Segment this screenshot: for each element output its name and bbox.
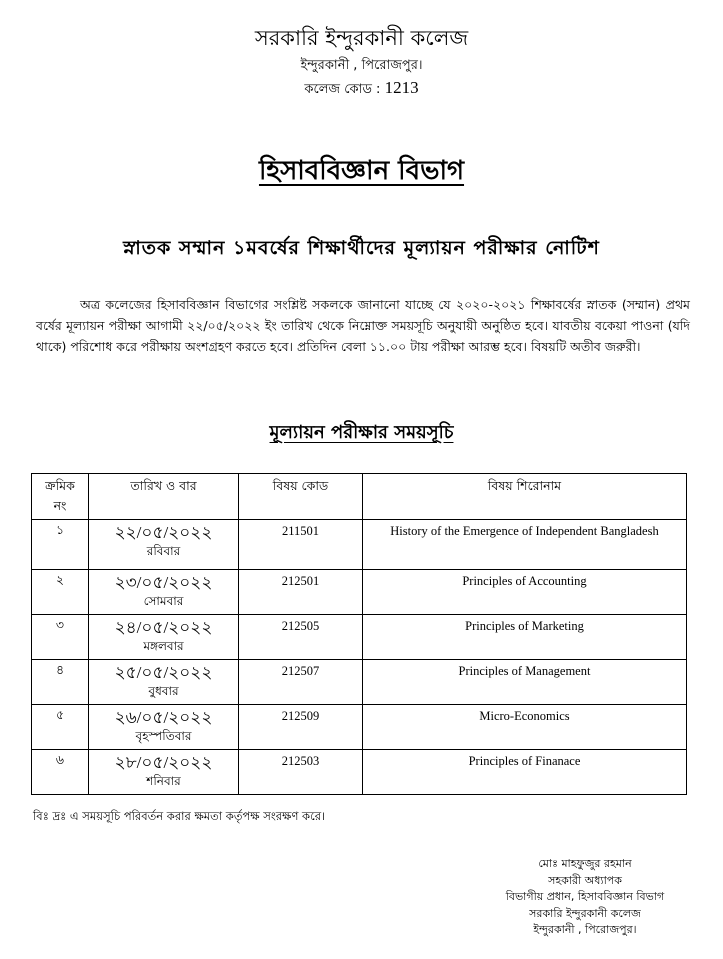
signatory-designation: সহকারী অধ্যাপক [548, 873, 622, 887]
cell-serial: ৬ [32, 750, 89, 795]
cell-date-day [89, 705, 239, 750]
cell-day: শনিবার [146, 774, 181, 788]
cell-subject-code: 212509 [239, 705, 363, 750]
cell-day: বৃহস্পতিবার [135, 729, 192, 743]
table-row [32, 660, 687, 705]
cell-serial: ৪ [32, 660, 89, 705]
cell-subject-title: Principles of Marketing [363, 615, 687, 660]
cell-serial: ৩ [32, 615, 89, 660]
signatory-name: মোঃ মাহফুজুর রহমান [538, 857, 632, 870]
cell-serial: ২ [32, 570, 89, 615]
signatory-college: সরকারি ইন্দুরকানী কলেজ [529, 906, 641, 920]
college-code-value: 1213 [384, 78, 419, 97]
signature-block [480, 856, 690, 939]
cell-date: ২৬/০৫/২০২২ [114, 708, 213, 727]
cell-date: ২২/০৫/২০২২ [114, 523, 213, 542]
header-subject-title: বিষয় শিরোনাম [363, 474, 687, 520]
cell-day: রবিবার [146, 544, 181, 558]
cell-day: বুধবার [148, 684, 179, 698]
signatory-address: ইন্দুরকানী , পিরোজপুর। [533, 923, 637, 936]
notice-body: অত্র কলেজের হিসাববিজ্ঞান বিভাগের সংশ্লিষ্ট সকলকে জানানো যাচ্ছে যে ২০২০-২০২১ শিক্ষাবর্ষের স্নাতক (সম্মান) প্রথম বর্ষের মূল্যায়ন পরীক্ষা আগামী ২২/০৫/২০২২ ইং তারিখ থেকে নিম্নোক্ত সময়সূচি অনুযায়ী অনুষ্ঠিত হবে। যাবতীয় বকেয়া পাওনা (যদি থাকে) পরিশোধ করে পরীক্ষায় অংশগ্রহণ করতে হবে। প্রতিদিন বেলা ১১.০০ টায় পরীক্ষা আরম্ভ হবে। বিষয়টি অতীব জরুরী। [36, 297, 690, 354]
notice-title: স্নাতক সম্মান ১মবর্ষের শিক্ষার্থীদের মূল্যায়ন পরীক্ষার নোটিশ [123, 237, 600, 259]
cell-date-day [89, 750, 239, 795]
cell-subject-title: Micro-Economics [363, 705, 687, 750]
cell-date-day [89, 570, 239, 615]
cell-subject-code: 212501 [239, 570, 363, 615]
header-subject-code: বিষয় কোড [239, 474, 363, 520]
college-code [0, 78, 723, 101]
cell-date-day [89, 520, 239, 570]
cell-subject-code: 212507 [239, 660, 363, 705]
cell-date: ২৩/০৫/২০২২ [114, 573, 213, 592]
cell-day: মঙ্গলবার [143, 639, 184, 653]
cell-serial: ৫ [32, 705, 89, 750]
table-header-row [32, 474, 687, 520]
cell-subject-title: Principles of Management [363, 660, 687, 705]
college-address: ইন্দুরকানী , পিরোজপুর। [300, 58, 423, 73]
cell-subject-title: Principles of Finanace [363, 750, 687, 795]
cell-subject-title: Principles of Accounting [363, 570, 687, 615]
cell-date: ২৫/০৫/২০২২ [114, 663, 213, 682]
table-row [32, 705, 687, 750]
header-serial-line1: ক্রমিক [45, 478, 75, 493]
table-row [32, 750, 687, 795]
footnote: বিঃ দ্রঃ এ সময়সূচি পরিবর্তন করার ক্ষমতা কর্তৃপক্ষ সংরক্ষণ করে। [33, 809, 326, 823]
cell-subject-code: 212505 [239, 615, 363, 660]
cell-day: সোমবার [143, 594, 184, 608]
table-row [32, 520, 687, 570]
cell-date: ২৪/০৫/২০২২ [114, 618, 213, 637]
header-serial-line2: নং [53, 498, 67, 513]
cell-subject-title: History of the Emergence of Independent Bangladesh [363, 520, 687, 570]
department-title: হিসাববিজ্ঞান বিভাগ [258, 156, 465, 186]
cell-subject-code: 211501 [239, 520, 363, 570]
cell-date-day [89, 615, 239, 660]
cell-subject-code: 212503 [239, 750, 363, 795]
schedule-table [31, 473, 687, 795]
table-row [32, 615, 687, 660]
cell-date-day [89, 660, 239, 705]
college-code-label: কলেজ কোড : [304, 82, 381, 97]
schedule-title: মূল্যায়ন পরীক্ষার সময়সূচি [269, 422, 454, 443]
header-date-day: তারিখ ও বার [89, 474, 239, 520]
cell-date: ২৮/০৫/২০২২ [114, 753, 213, 772]
header-serial [32, 474, 89, 520]
table-row [32, 570, 687, 615]
cell-serial: ১ [32, 520, 89, 570]
signatory-role: বিভাগীয় প্রধান, হিসাববিজ্ঞান বিভাগ [505, 890, 665, 903]
college-name: সরকারি ইন্দুরকানী কলেজ [254, 26, 469, 50]
